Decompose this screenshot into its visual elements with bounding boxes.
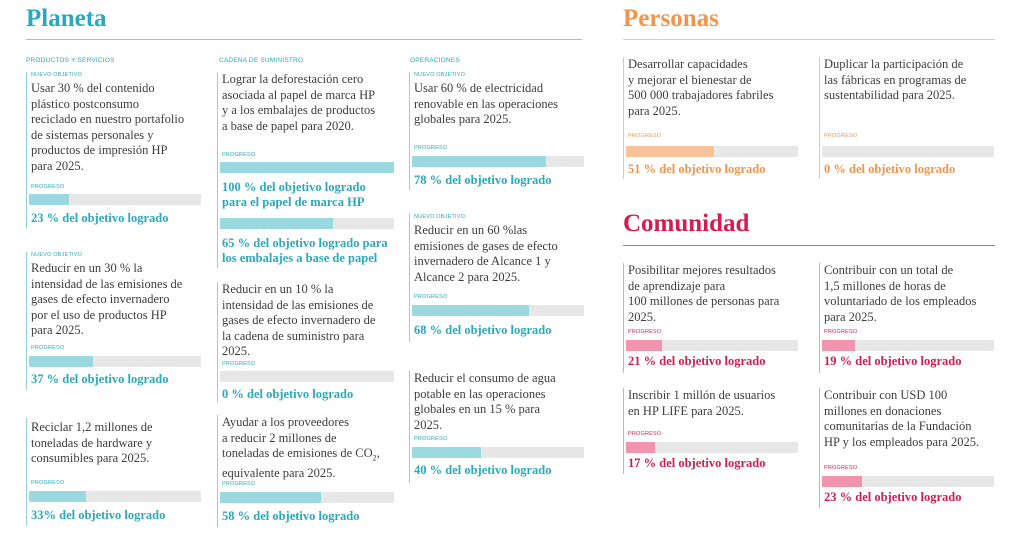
progress-bar (29, 356, 201, 367)
progress-fill (822, 340, 855, 351)
progress-label: PROGRESO (222, 481, 256, 487)
goal-card-cadena-emisiones (217, 282, 394, 402)
goal-card-voluntariado (819, 263, 996, 373)
goal-text: Lograr la deforestación cero asociada al papel de marca HP y a los embalajes de productos a base de papel para 2020. (222, 72, 376, 133)
goal-text: Posibilitar mejores resultados de aprendizaje para 100 millones de personas para 2025. (628, 263, 780, 324)
progress-bar (412, 156, 584, 167)
goal-card-proveedores (217, 415, 394, 527)
comunidad-title: Comunidad (623, 210, 750, 237)
goal-text: Reducir en un 60 %las emisiones de gases de efecto invernadero de Alcance 1 y Alcance 2 para 2025. (414, 223, 558, 284)
progress-bar-papel (220, 162, 394, 173)
progress-fill (220, 492, 321, 503)
achieved-text: 23 % del objetivo logrado (824, 490, 962, 504)
progress-bar (626, 146, 798, 157)
goal-card-renovable (409, 72, 586, 190)
achieved-text: 23 % del objetivo logrado (31, 211, 169, 225)
goal-text: Duplicar la participación de las fábricas en programas de sustentabilidad para 2025. (824, 57, 967, 102)
goal-card-plastico (26, 72, 203, 228)
progress-bar (626, 340, 798, 351)
progress-label: PROGRESO (628, 133, 662, 139)
progress-label: PROGRESO (628, 329, 662, 335)
new-goal-label: NUEVO OBJETIVO (414, 214, 466, 220)
progress-fill (412, 156, 546, 167)
personas-rule (623, 39, 995, 40)
progress-label: PROGRESO (222, 152, 256, 158)
goal-text: Reciclar 1,2 millones de toneladas de hardware y consumibles para 2025. (31, 420, 153, 465)
progress-fill (29, 356, 93, 367)
achieved-text-embalajes-2: los embalajes a base de papel (222, 251, 378, 265)
progress-label: PROGRESO (414, 294, 448, 300)
progress-label: PROGRESO (31, 184, 65, 190)
progress-label: PROGRESO (31, 480, 65, 486)
achieved-text: 19 % del objetivo logrado (824, 354, 962, 368)
progress-fill (220, 162, 394, 173)
goal-card-deforestacion (217, 72, 394, 268)
achieved-text: 40 % del objetivo logrado (414, 463, 552, 477)
progress-bar (412, 305, 584, 316)
goal-text: Desarrollar capacidades y mejorar el bienestar de 500 000 trabajadores fabriles para 2025. (628, 57, 774, 118)
goal-card-hplife (623, 388, 800, 474)
achieved-text-papel-1: 100 % del objetivo logrado (222, 180, 366, 194)
progress-label: PROGRESO (222, 361, 256, 367)
progress-bar (822, 340, 994, 351)
achieved-text: 78 % del objetivo logrado (414, 173, 552, 187)
goal-text: Usar 60 % de electricidad renovable en las operaciones globales para 2025. (414, 81, 559, 126)
goal-card-aprendizaje (623, 263, 800, 373)
progress-bar (822, 146, 994, 157)
progress-fill (412, 305, 529, 316)
achieved-text: 17 % del objetivo logrado (628, 456, 766, 470)
goal-text: Reducir el consumo de agua potable en las operaciones globales en un 15 % para 2025. (414, 371, 556, 432)
progress-fill (29, 194, 69, 205)
progress-fill (29, 491, 86, 502)
new-goal-label: NUEVO OBJETIVO (414, 72, 466, 78)
goal-text: Contribuir con USD 100 millones en donaciones comunitarias de la Fundación HP y los empleados para 2025. (824, 388, 980, 449)
comunidad-rule (623, 245, 995, 246)
progress-bar (220, 371, 394, 382)
progress-fill (412, 447, 481, 458)
progress-fill (220, 218, 333, 229)
progress-label: PROGRESO (31, 345, 65, 351)
progress-fill (626, 340, 662, 351)
achieved-text: 0 % del objetivo logrado (222, 387, 354, 401)
achieved-text: 51 % del objetivo logrado (628, 162, 766, 176)
goal-card-capacidades (623, 57, 800, 179)
goal-card-fabricas (819, 57, 996, 179)
progress-label: PROGRESO (824, 465, 858, 471)
goal-card-donaciones (819, 388, 996, 508)
goal-card-emisiones-productos (26, 252, 203, 390)
new-goal-label: NUEVO OBJETIVO (31, 72, 83, 78)
goal-text: Usar 30 % del contenido plástico postconsumo reciclado en nuestro portafolio de sistemas personales y productos de impresión HP para 2025. (31, 81, 185, 173)
planeta-rule (26, 39, 582, 40)
goal-text: Ayudar a los proveedores a reducir 2 millones de toneladas de emisiones de $CO_2$, equivalente para 2025. (222, 415, 380, 480)
achieved-text: 58 % del objetivo logrado (222, 509, 360, 523)
goal-text: Reducir en un 30 % la intensidad de las emisiones de gases de efecto invernadero por el uso de productos HP para 2025. (31, 261, 183, 337)
progress-label: PROGRESO (414, 436, 448, 442)
achieved-text: 37 % del objetivo logrado (31, 372, 169, 386)
progress-label: PROGRESO (628, 431, 662, 437)
achieved-text-embalajes-1: 65 % del objetivo logrado para (222, 236, 388, 250)
progress-fill (626, 442, 655, 453)
achieved-text: 0 % del objetivo logrado (824, 162, 956, 176)
achieved-text: 21 % del objetivo logrado (628, 354, 766, 368)
goal-card-reciclar (26, 418, 203, 526)
progress-bar (822, 476, 994, 487)
personas-title: Personas (623, 5, 719, 32)
progress-bar (29, 194, 201, 205)
new-goal-label: NUEVO OBJETIVO (31, 252, 83, 258)
progress-bar (626, 442, 798, 453)
section-cadena: CADENA DE SUMINISTRO (219, 57, 304, 64)
progress-label: PROGRESO (824, 133, 858, 139)
section-operaciones: OPERACIONES (410, 57, 460, 64)
section-productos: PRODUCTOS Y SERVICIOS (26, 57, 115, 64)
achieved-text-papel-2: para el papel de marca HP (222, 195, 365, 209)
progress-fill (822, 476, 862, 487)
goal-text: Inscribir 1 millón de usuarios en HP LIFE para 2025. (628, 388, 776, 418)
planeta-title: Planeta (26, 5, 107, 32)
goal-card-alcance (409, 214, 586, 342)
progress-fill (626, 146, 714, 157)
achieved-text: 33% del objetivo logrado (31, 508, 166, 522)
progress-label: PROGRESO (414, 145, 448, 151)
progress-bar (412, 447, 584, 458)
progress-label: PROGRESO (824, 329, 858, 335)
progress-bar-embalajes (220, 218, 394, 229)
progress-bar (29, 491, 201, 502)
goal-text: Contribuir con un total de 1,5 millones de horas de voluntariado de los empleados para 2025. (824, 263, 977, 324)
goal-card-agua (409, 371, 586, 483)
goal-text: Reducir en un 10 % la intensidad de las emisiones de gases de efecto invernadero de la cadena de suministro para 2025. (222, 282, 376, 358)
achieved-text: 68 % del objetivo logrado (414, 323, 552, 337)
progress-bar (220, 492, 394, 503)
